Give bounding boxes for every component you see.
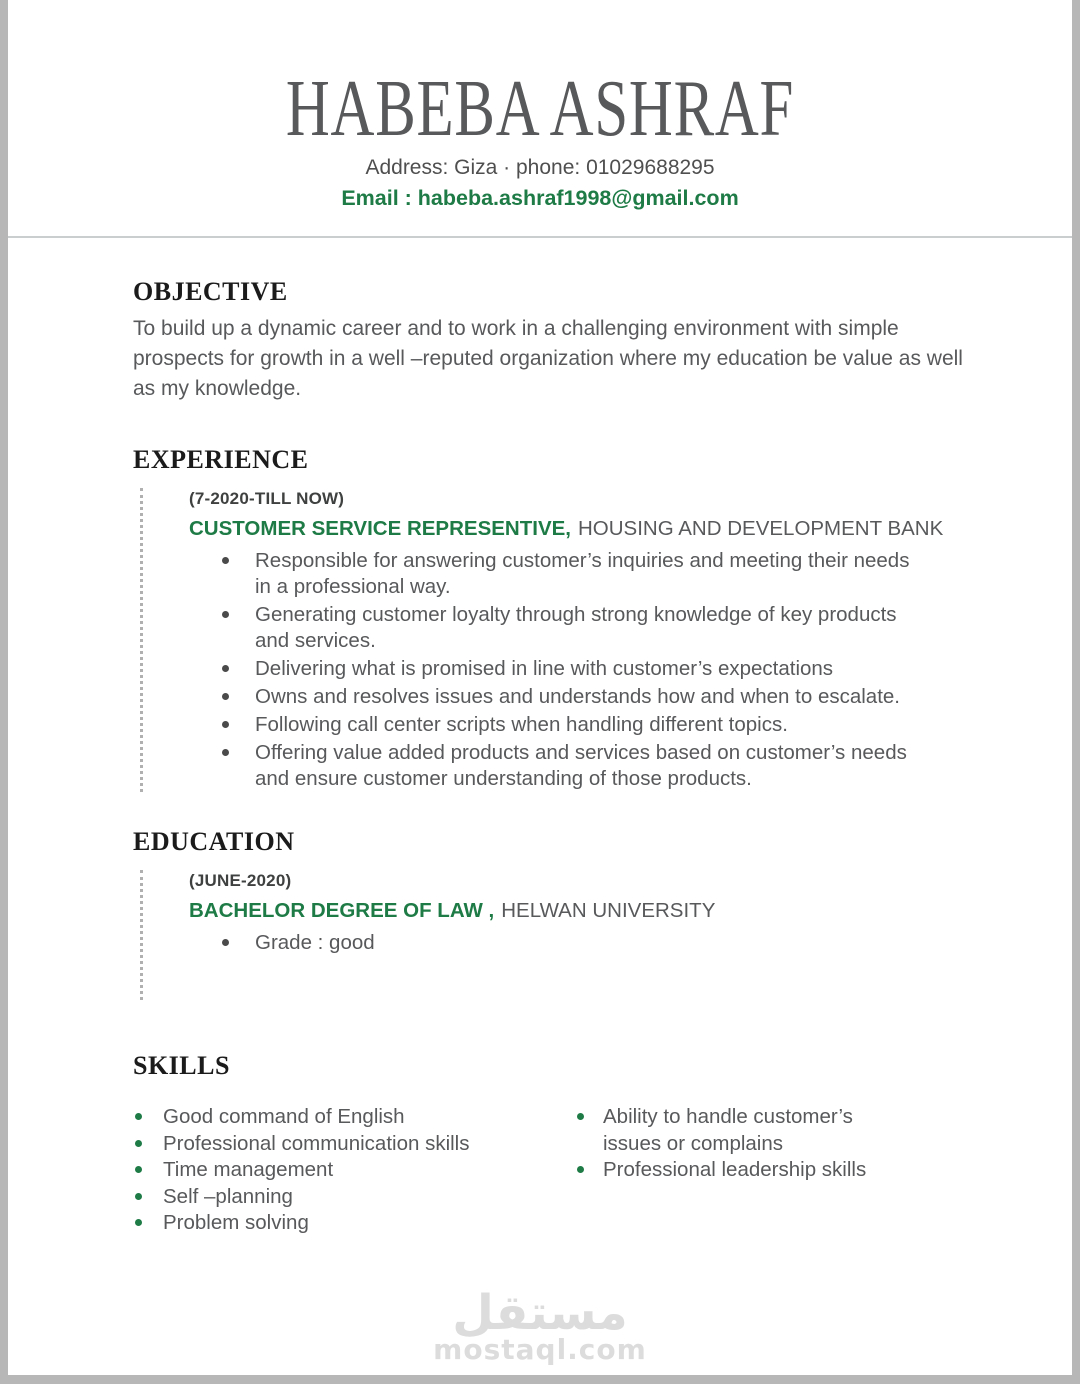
experience-bullet: Offering value added products and services based on customer’s needs and ensure customer understanding of those products. [189, 740, 929, 792]
header-divider [0, 236, 1080, 238]
mostaql-watermark-url: mostaql.com [433, 1333, 647, 1366]
experience-bullet: Delivering what is promised in line with customer’s expectations [189, 656, 929, 682]
page-edge-bottom [0, 1375, 1080, 1384]
education-bullet: Grade : good [189, 930, 929, 956]
objective-heading: OBJECTIVE [133, 277, 288, 306]
skills-column-right [575, 1104, 915, 1237]
skill-item: Ability to handle customer’s issues or complains [575, 1104, 910, 1157]
page-edge-left [0, 0, 8, 1384]
experience-title [189, 515, 980, 542]
section-objective [133, 278, 980, 404]
education-entry [140, 870, 980, 1000]
page-edge-right [1072, 0, 1080, 1384]
section-education [133, 828, 980, 1000]
skill-item: Time management [133, 1157, 575, 1184]
experience-role: CUSTOMER SERVICE REPRESENTIVE, [189, 517, 571, 540]
experience-entry [140, 488, 980, 792]
candidate-name: HABEBA ASHRAF [285, 65, 795, 153]
section-skills [133, 1052, 980, 1237]
skill-item: Good command of English [133, 1104, 575, 1131]
experience-organization: HOUSING AND DEVELOPMENT BANK [578, 517, 944, 540]
contact-line: Address: Giza · phone: 01029688295 [365, 156, 715, 179]
objective-text: To build up a dynamic career and to work in a challenging environment with simple prospects for growth in a well –reputed organization where my education be value as well as my knowledge. [133, 317, 963, 400]
resume-body [0, 278, 1080, 1237]
mostaql-watermark-arabic: مستقل [452, 1285, 628, 1341]
experience-bullet-list [189, 548, 980, 792]
skills-column-left [133, 1104, 575, 1237]
education-date: (JUNE-2020) [189, 871, 292, 890]
education-heading: EDUCATION [133, 827, 295, 856]
education-organization: HELWAN UNIVERSITY [501, 899, 716, 922]
experience-date: (7-2020-TILL NOW) [189, 489, 345, 508]
skill-item: Problem solving [133, 1210, 575, 1237]
email-line: Email : habeba.ashraf1998@gmail.com [341, 186, 739, 210]
skill-item: Self –planning [133, 1184, 575, 1211]
experience-bullet: Responsible for answering customer’s inquiries and meeting their needs in a professional way. [189, 548, 929, 600]
experience-bullet: Following call center scripts when handling different topics. [189, 712, 929, 738]
education-bullet-list [189, 930, 980, 956]
education-degree: BACHELOR DEGREE OF LAW , [189, 899, 495, 922]
experience-heading: EXPERIENCE [133, 445, 309, 474]
skill-item: Professional communication skills [133, 1131, 575, 1158]
experience-bullet: Owns and resolves issues and understands how and when to escalate. [189, 684, 929, 710]
skills-heading: SKILLS [133, 1051, 230, 1080]
skills-columns [133, 1104, 980, 1237]
experience-bullet: Generating customer loyalty through strong knowledge of key products and services. [189, 602, 929, 654]
mostaql-watermark [0, 1285, 1080, 1366]
education-title [189, 897, 980, 924]
resume-header [0, 0, 1080, 212]
skill-item: Professional leadership skills [575, 1157, 910, 1184]
section-experience [133, 446, 980, 792]
